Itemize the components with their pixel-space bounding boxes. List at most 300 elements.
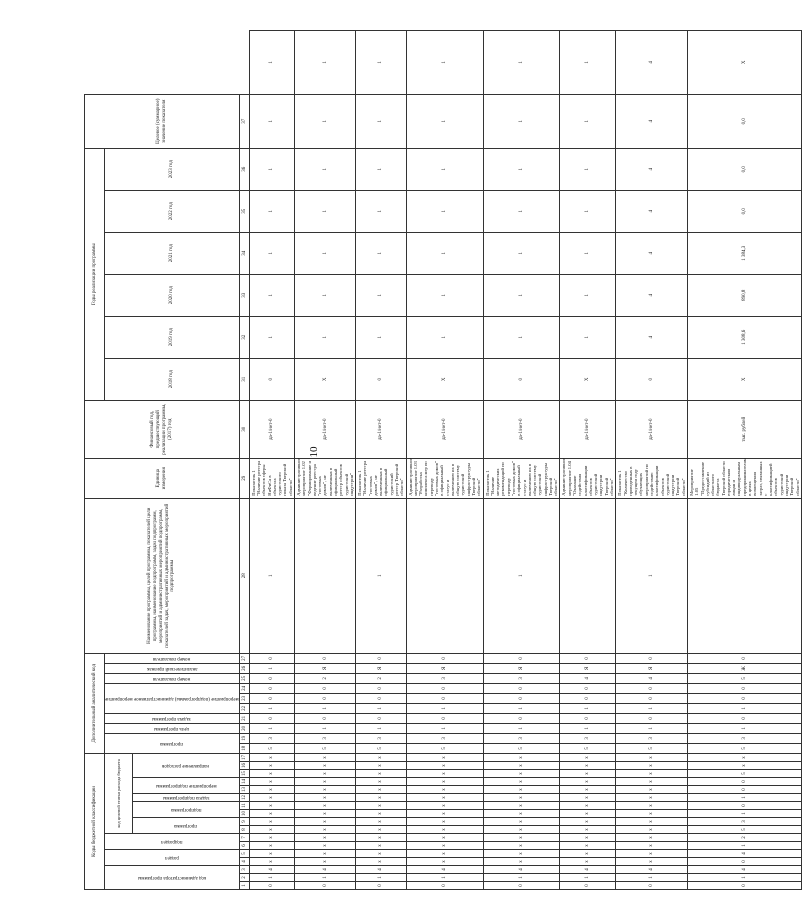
code-cell: х	[406, 858, 483, 866]
year-value-cell: 1	[294, 232, 355, 274]
item-name: Показатель 1 "Наличие реестра объектов сферы НиФиСа в объектах туристского показа Тверской области"	[249, 458, 294, 498]
code-cell: х	[560, 818, 616, 826]
code-cell: 3	[406, 733, 483, 743]
column-number: 8	[239, 826, 249, 834]
code-cell: 5	[294, 743, 355, 753]
code-cell: 0	[249, 713, 294, 723]
code-cell: 1	[560, 723, 616, 733]
year-value-cell: 4	[616, 274, 688, 316]
year-value-cell: 1	[560, 232, 616, 274]
code-cell: 0	[687, 786, 801, 794]
code-cell: 0	[687, 802, 801, 810]
zadacha-header: задача подпрограммы	[133, 794, 240, 802]
unit-cell: да-1/нет-0	[294, 400, 355, 458]
code-cell: 3	[249, 733, 294, 743]
code-cell: х	[356, 786, 407, 794]
code-cell: х	[687, 762, 801, 770]
year-value-cell: 1	[294, 190, 355, 232]
code-cell: х	[294, 794, 355, 802]
unit-cell: тыс. рублей	[687, 400, 801, 458]
code-cell: Я	[294, 663, 355, 673]
code-cell: 1	[483, 723, 560, 733]
code-cell: х	[249, 842, 294, 850]
code-cell: 0	[616, 683, 688, 693]
code-cell: 4	[616, 673, 688, 683]
code-cell: х	[483, 818, 560, 826]
code-cell: 0	[616, 693, 688, 703]
code-cell: 5	[249, 743, 294, 753]
code-cell	[406, 498, 483, 653]
code-cell: 0	[249, 693, 294, 703]
code-cell: х	[406, 810, 483, 818]
code-cell: Я	[560, 663, 616, 673]
code-cell: х	[249, 778, 294, 786]
table-row	[406, 31, 483, 890]
code-cell: х	[560, 802, 616, 810]
code-cell: 0	[406, 653, 483, 663]
code-cell: х	[406, 762, 483, 770]
year-value-cell: 1	[249, 232, 294, 274]
year-value-cell: 1	[249, 148, 294, 190]
table-body	[249, 31, 801, 890]
code-cell: 0	[483, 653, 560, 663]
year-value-cell: 1	[560, 274, 616, 316]
code-cell: х	[294, 834, 355, 842]
column-number: 31	[239, 358, 249, 400]
code-cell: 0	[294, 693, 355, 703]
code-cell: 0	[356, 713, 407, 723]
code-cell: х	[560, 770, 616, 778]
column-number: 10	[239, 810, 249, 818]
code-cell: Я	[483, 663, 560, 673]
code-cell: х	[483, 753, 560, 761]
code-cell: 1	[616, 703, 688, 713]
code-cell: х	[249, 826, 294, 834]
code-cell: х	[356, 858, 407, 866]
ex-programma-header: программа	[105, 733, 240, 753]
ex-sign-header: аналитический признак	[105, 663, 240, 673]
code-cell: х	[294, 858, 355, 866]
code-cell: х	[616, 834, 688, 842]
code-cell: 0	[483, 683, 560, 693]
target-header: Целевое (суммарное) значение показателя	[85, 94, 240, 148]
code-cell: х	[483, 858, 560, 866]
code-cell: 0	[560, 693, 616, 703]
column-number: 7	[239, 834, 249, 842]
code-cell: Я	[406, 663, 483, 673]
fin-year-cell: Х	[294, 358, 355, 400]
code-cell: 4	[560, 673, 616, 683]
code-cell: х	[406, 753, 483, 761]
code-cell: 3	[294, 733, 355, 743]
code-cell: х	[356, 842, 407, 850]
code-cell: х	[356, 826, 407, 834]
year-value-cell: 1	[406, 190, 483, 232]
y2018-header: 2018 год	[105, 358, 240, 400]
code-cell: 5	[687, 770, 801, 778]
column-number: 17	[239, 753, 249, 761]
y2022-header: 2022 год	[105, 190, 240, 232]
year-value-cell: 1	[560, 94, 616, 148]
code-cell: 1	[483, 874, 560, 882]
code-cell: х	[249, 818, 294, 826]
fin-year-cell: 0	[249, 358, 294, 400]
code-cell: х	[406, 834, 483, 842]
code-cell: х	[560, 826, 616, 834]
code-cell: 5	[687, 826, 801, 834]
program-table	[84, 30, 802, 890]
fin-year-cell: 0	[356, 358, 407, 400]
code-cell: 4	[406, 866, 483, 874]
extra-code-group-header: Дополнительный аналитический код	[85, 653, 105, 753]
column-number: 34	[239, 232, 249, 274]
podrazdel-header: подраздел	[105, 834, 240, 850]
code-cell: 3	[406, 673, 483, 683]
code-cell: х	[483, 794, 560, 802]
code-cell: 1	[616, 723, 688, 733]
year-value-cell: 1	[406, 148, 483, 190]
year-value-cell: 1 384,3	[687, 232, 801, 274]
code-cell: х	[483, 834, 560, 842]
ex-pok-header: номер показателя	[105, 653, 240, 663]
year-value-cell: 1	[483, 232, 560, 274]
code-cell: х	[356, 810, 407, 818]
code-cell: 1	[356, 498, 407, 653]
code-cell: 0	[294, 683, 355, 693]
column-number: 37	[239, 94, 249, 148]
year-value-cell: 1	[294, 94, 355, 148]
code-cell: х	[294, 842, 355, 850]
years-group-header: Годы реализации программы	[85, 148, 105, 400]
code-cell: х	[294, 762, 355, 770]
column-number: 22	[239, 703, 249, 713]
column-number: 1	[239, 882, 249, 890]
code-cell: х	[356, 770, 407, 778]
year-value-cell: 1	[249, 190, 294, 232]
unit-cell: да-1/нет-0	[356, 400, 407, 458]
code-cell: 1	[687, 794, 801, 802]
code-cell: 2	[687, 834, 801, 842]
code-cell: 0	[616, 713, 688, 723]
code-cell: 1	[356, 723, 407, 733]
code-cell: х	[616, 858, 688, 866]
fin-year-header: Финансовый год, предшествующий реализации программы, (2017) год	[85, 400, 240, 458]
column-number: 35	[239, 190, 249, 232]
code-cell: 1	[687, 810, 801, 818]
code-cell: х	[294, 786, 355, 794]
column-number: 26	[239, 663, 249, 673]
year-value-cell: 4	[616, 148, 688, 190]
code-cell: х	[406, 770, 483, 778]
code-cell: х	[616, 770, 688, 778]
column-number: 12	[239, 794, 249, 802]
code-cell: х	[249, 834, 294, 842]
column-number: 27	[239, 653, 249, 663]
code-cell: х	[616, 794, 688, 802]
column-number: 15	[239, 770, 249, 778]
code-cell: х	[406, 778, 483, 786]
unit-cell: да-1/нет-0	[406, 400, 483, 458]
code-cell: 1	[616, 874, 688, 882]
target-cell: 1	[356, 31, 407, 95]
table-row	[483, 31, 560, 890]
code-cell: 5	[687, 743, 801, 753]
code-cell: х	[483, 786, 560, 794]
code-cell: х	[294, 778, 355, 786]
code-cell	[560, 498, 616, 653]
item-name: Показатель 1 "Наличие реестра "гостевых домов", не включенных в официальный туристский реестр Тверской области"	[356, 458, 407, 498]
table-row	[294, 31, 355, 890]
column-number: 4	[239, 858, 249, 866]
code-cell: х	[294, 810, 355, 818]
code-cell: 0	[560, 653, 616, 663]
year-value-cell: 4	[616, 316, 688, 358]
code-cell: х	[249, 762, 294, 770]
code-cell: 1	[356, 703, 407, 713]
code-cell: х	[249, 753, 294, 761]
year-value-cell: 1	[356, 274, 407, 316]
code-cell: 1	[294, 874, 355, 882]
code-cell: 0	[406, 683, 483, 693]
column-number: 14	[239, 778, 249, 786]
code-cell: 1	[406, 723, 483, 733]
code-cell: 2	[294, 673, 355, 683]
year-value-cell: 1	[356, 148, 407, 190]
code-cell: 0	[560, 713, 616, 723]
year-value-cell: 1	[406, 274, 483, 316]
y2019-header: 2019 год	[105, 316, 240, 358]
code-cell: 0	[560, 882, 616, 890]
code-cell: 0	[294, 882, 355, 890]
code-cell: х	[356, 753, 407, 761]
item-name: Административное мероприятие 1.03 "Разработка комплекса мер по переводу "гостевых домов" в официальный статус и включению их в общую систему туристской инфраструктуры Тверской области"	[406, 458, 483, 498]
column-number: 29	[239, 458, 249, 498]
column-number: 3	[239, 866, 249, 874]
code-cell	[687, 498, 801, 653]
y2020-header: 2020 год	[105, 274, 240, 316]
y2023-header: 2023 год	[105, 148, 240, 190]
year-value-cell: 1	[406, 316, 483, 358]
target-cell: 1	[406, 31, 483, 95]
year-value-cell: 1	[294, 148, 355, 190]
code-cell: 0	[249, 653, 294, 663]
code-cell: 1	[687, 703, 801, 713]
code-cell: х	[560, 786, 616, 794]
target-cell: Х	[687, 31, 801, 95]
code-cell: 0	[249, 683, 294, 693]
code-cell: 0	[406, 882, 483, 890]
column-number: 20	[239, 723, 249, 733]
code-cell: 1	[616, 498, 688, 653]
code-cell: 5	[483, 743, 560, 753]
target-cell: 4	[616, 31, 688, 95]
code-cell: 1	[406, 874, 483, 882]
code-cell: х	[616, 818, 688, 826]
code-cell: 0	[687, 713, 801, 723]
column-number: 33	[239, 274, 249, 316]
column-number: 16	[239, 762, 249, 770]
code-cell: х	[356, 850, 407, 858]
programma-header: программа	[133, 818, 240, 834]
code-cell: х	[406, 786, 483, 794]
admin-code-header: код администратора программы	[105, 866, 240, 890]
code-cell: х	[616, 778, 688, 786]
code-cell: х	[560, 834, 616, 842]
item-name: Мероприятие 1.05 "Предоставление субсидий из областного бюджета Тверской области юридическим лицам и индивидуальным предпринимателям в целях возмещения затрат, связанных с классификацией объектов туристской индустрии Тверской области"	[687, 458, 801, 498]
code-cell: х	[483, 762, 560, 770]
meropriyatie-header: мероприятие подпрограммы	[133, 778, 240, 794]
year-value-cell: 1	[483, 148, 560, 190]
code-cell: 1	[249, 498, 294, 653]
code-cell: 1	[560, 703, 616, 713]
year-value-cell: 1	[249, 94, 294, 148]
code-cell: 0	[616, 653, 688, 663]
year-value-cell: 0,0	[687, 94, 801, 148]
code-cell: х	[249, 850, 294, 858]
column-number: 11	[239, 802, 249, 810]
code-cell: х	[616, 810, 688, 818]
code-cell: х	[616, 802, 688, 810]
code-cell: 0	[687, 882, 801, 890]
code-cell: х	[356, 762, 407, 770]
code-cell	[294, 498, 355, 653]
code-cell: х	[294, 850, 355, 858]
code-cell: 0	[483, 693, 560, 703]
column-number: 30	[239, 400, 249, 458]
code-cell: х	[560, 858, 616, 866]
code-cell: х	[249, 802, 294, 810]
code-cell: х	[406, 842, 483, 850]
rotated-table-container	[84, 30, 800, 890]
code-cell: х	[356, 834, 407, 842]
fin-year-cell: 0	[483, 358, 560, 400]
code-cell: 1	[249, 703, 294, 713]
code-cell: х	[294, 818, 355, 826]
code-cell: 1	[687, 723, 801, 733]
code-cell: Я	[616, 663, 688, 673]
column-number: 9	[239, 818, 249, 826]
code-cell: х	[560, 762, 616, 770]
code-cell: 0	[249, 882, 294, 890]
column-number: 2	[239, 874, 249, 882]
table-row	[616, 31, 688, 890]
table-row	[249, 31, 294, 890]
year-value-cell: 1	[294, 274, 355, 316]
code-cell: 4	[687, 866, 801, 874]
unit-cell: да-1/нет-0	[560, 400, 616, 458]
year-value-cell: 1	[249, 274, 294, 316]
year-value-cell: 0,0	[687, 190, 801, 232]
podprogramma-header: подпрограмма	[133, 802, 240, 818]
code-cell: 1	[687, 842, 801, 850]
column-number: 24	[239, 683, 249, 693]
code-cell: х	[356, 794, 407, 802]
code-cell: 5	[560, 743, 616, 753]
unit-cell: да-1/нет-0	[483, 400, 560, 458]
code-cell: 1	[356, 874, 407, 882]
code-cell: 3	[616, 733, 688, 743]
code-cell: х	[406, 794, 483, 802]
code-cell: 0	[687, 693, 801, 703]
codes-group-header: Коды бюджетной классификации	[85, 753, 105, 889]
code-cell: 4	[356, 866, 407, 874]
code-cell: 1	[294, 703, 355, 713]
item-name: Административное мероприятие 1.04 "Оказание содействия классификации объектов туристской индустрии Тверской области"	[560, 458, 616, 498]
year-value-cell: 1	[406, 94, 483, 148]
year-value-cell: 1	[294, 316, 355, 358]
table-row	[560, 31, 616, 890]
code-cell: х	[560, 810, 616, 818]
y2021-header: 2021 год	[105, 232, 240, 274]
code-cell: х	[249, 810, 294, 818]
year-value-cell: 1	[483, 316, 560, 358]
column-number: 28	[239, 498, 249, 653]
code-cell: 1	[560, 874, 616, 882]
year-value-cell: 1 308,6	[687, 316, 801, 358]
code-cell: х	[616, 850, 688, 858]
year-value-cell: 1	[406, 232, 483, 274]
code-cell: х	[687, 753, 801, 761]
code-cell: х	[483, 810, 560, 818]
code-cell: х	[249, 770, 294, 778]
code-cell: 1	[249, 723, 294, 733]
code-cell: х	[294, 753, 355, 761]
code-cell: Я	[356, 663, 407, 673]
code-cell: х	[483, 802, 560, 810]
code-cell: 0	[687, 858, 801, 866]
column-number: 21	[239, 713, 249, 723]
item-name: Показатель 1 "Количество проведенных в текущем году обучающих мероприятий по содействию классификации объектов туристской индустрии Тверской области"	[616, 458, 688, 498]
year-value-cell: 1	[356, 316, 407, 358]
code-cell: х	[560, 778, 616, 786]
code-cell: х	[406, 826, 483, 834]
code-cell: х	[616, 753, 688, 761]
code-cell: х	[483, 770, 560, 778]
code-cell: 5	[616, 743, 688, 753]
code-cell: 3	[483, 673, 560, 683]
code-cell: 0	[483, 882, 560, 890]
column-number: 19	[239, 733, 249, 743]
year-value-cell: 4	[616, 232, 688, 274]
code-cell: 0	[406, 713, 483, 723]
year-value-cell: 1	[560, 316, 616, 358]
fin-year-cell: Х	[560, 358, 616, 400]
code-cell: х	[249, 786, 294, 794]
target-cell: 1	[483, 31, 560, 95]
year-value-cell: 1	[483, 94, 560, 148]
column-number: 36	[239, 148, 249, 190]
code-cell: 3	[483, 733, 560, 743]
ex-num-header: номер показателя	[105, 673, 240, 683]
code-cell: 1	[294, 723, 355, 733]
ex-zadacha-header: задача программы	[105, 713, 240, 723]
year-value-cell: 1	[356, 94, 407, 148]
code-cell: 0	[616, 882, 688, 890]
code-cell: 1	[249, 663, 294, 673]
year-value-cell: 1	[560, 190, 616, 232]
unit-header: Единица измерения	[85, 458, 240, 498]
code-cell: 5	[406, 743, 483, 753]
code-cell: 0	[356, 693, 407, 703]
fin-year-cell: Х	[687, 358, 801, 400]
code-cell: 1	[483, 703, 560, 713]
code-cell: х	[356, 802, 407, 810]
code-cell: х	[406, 818, 483, 826]
code-cell: х	[483, 850, 560, 858]
column-number: 6	[239, 842, 249, 850]
code-cell: х	[249, 858, 294, 866]
table-row	[687, 31, 801, 890]
